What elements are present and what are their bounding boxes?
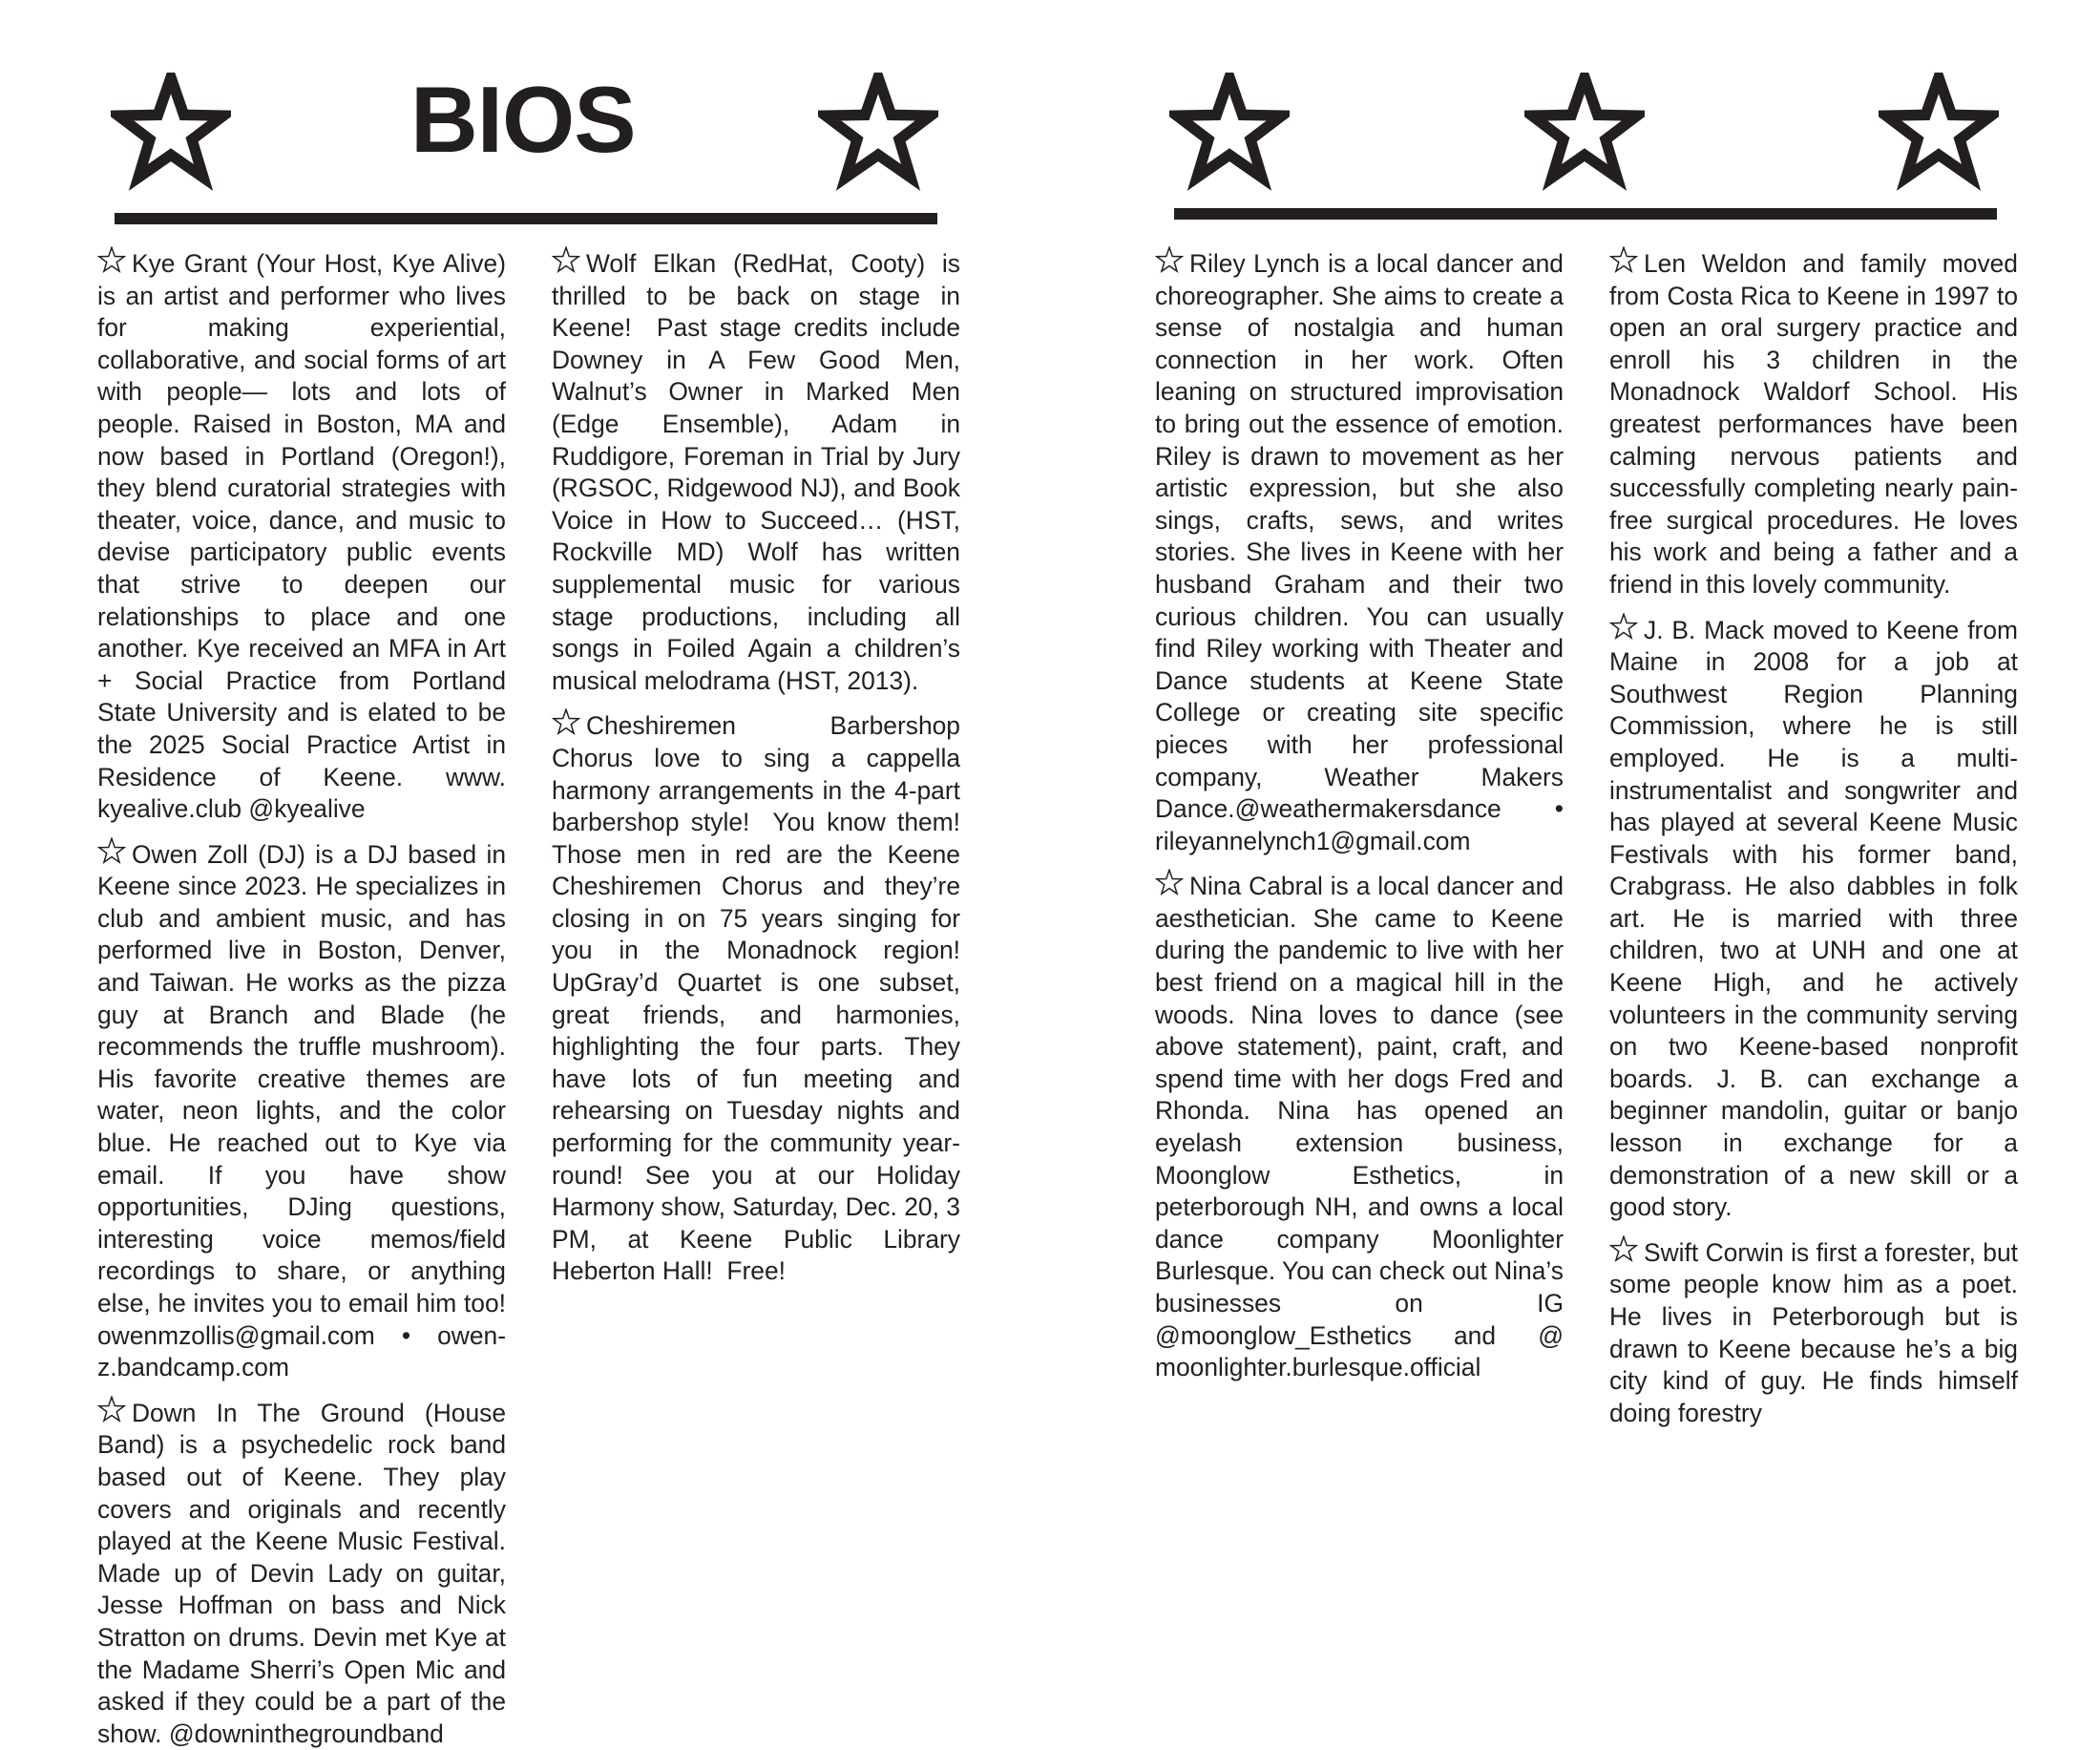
bio-len-weldon <box>1609 246 2018 601</box>
bio-text: Kye Grant (Your Host, Kye Alive) is an artist and performer who lives for making experiential, collaborative, and social forms of art with people— lots and lots of people. Raised in Boston, MA and now based in Portland (Oregon!), they blend curatorial strategies with theater, voice, dance, and music to devise participatory public events that strive to deepen our relationships to place and one another. Kye received an MFA in Art + Social Practice from Portland State University and is elated to be the 2025 Social Practice Artist in Residence of Keene. www. kyealive.club @kyealive <box>97 249 506 824</box>
bio-text: Swift Corwin is first a forester, but some people know him as a poet. He lives in Peterborough but is drawn to Keene because he’s a big city kind of guy. He finds himself doing forestry <box>1609 1237 2018 1427</box>
bio-swift-corwin <box>1609 1235 2018 1430</box>
bio-text: Owen Zoll (DJ) is a DJ based in Keene since 2023. He specializes in club and ambient music, and has performed live in Boston, Denver, and Taiwan. He works as the pizza guy at Branch and Blade (he recommends the truffle mushroom). His favorite creative themes are water, neon lights, and the color blue. He reached out to Kye via email. If you have show opportunities, DJing questions, interesting voice memos/field recordings to share, or anything else, he invites you to email him too! owenmzollis@gmail.com • owen-z.bandcamp.com <box>97 839 506 1382</box>
bio-text: Down In The Ground (House Band) is a psychedelic rock band based out of Keene. They play covers and originals and recently played at the Keene Music Festival. Made up of Devin Lady on guitar, Jesse Hoffman on bass and Nick Stratton on drums. Devin met Kye at the Madame Sherri’s Open Mic and asked if they could be a part of the show. @downinthegroundband <box>97 1398 506 1748</box>
bio-kye-grant <box>97 246 506 826</box>
bio-owen-zoll <box>97 837 506 1384</box>
bio-cheshiremen-barbershop-chorus <box>552 708 960 1288</box>
bio-down-in-the-ground <box>97 1396 506 1750</box>
star-bullet-icon <box>1155 869 1184 897</box>
star-icon <box>1879 73 1999 193</box>
star-bullet-icon <box>1155 246 1184 275</box>
bio-column-3 <box>1155 246 1564 1526</box>
bio-riley-lynch <box>1155 246 1564 857</box>
star-bullet-icon <box>97 246 126 275</box>
bio-text: Wolf Elkan (RedHat, Cooty) is thrilled to be back on stage in Keene! Past stage credits include Downey in A Few Good Men, Walnut’s Owner in Marked Men (Edge Ensemble), Adam in Ruddigore, Foreman in Trial by Jury (RGSOC, Ridgewood NJ), and Book Voice in How to Succeed… (HST, Rockville MD) Wolf has written supplemental music for various stage productions, including all songs in Foiled Again a children’s musical melodrama (HST, 2013). <box>552 249 960 695</box>
star-bullet-icon <box>97 837 126 866</box>
star-bullet-icon <box>1609 1235 1638 1264</box>
bio-wolf-elkan <box>552 246 960 697</box>
bio-column-1 <box>97 246 506 1748</box>
star-bullet-icon <box>552 246 580 275</box>
star-bullet-icon <box>552 708 580 737</box>
star-bullet-icon <box>97 1396 126 1424</box>
bio-text: Len Weldon and family moved from Costa Rica to Keene in 1997 to open an oral surgery practice and enroll his 3 children in the Monadnock Waldorf School. His greatest performances have been calming nervous patients and successfully completing nearly pain-free surgical procedures. He loves his work and being a father and a friend in this lovely community. <box>1609 249 2018 599</box>
header-rule <box>1174 208 1997 220</box>
title-rule <box>115 213 937 224</box>
star-icon <box>818 73 938 193</box>
bio-column-4 <box>1609 246 2018 1526</box>
page-title: BIOS <box>410 67 636 172</box>
star-icon <box>1169 73 1290 193</box>
star-icon <box>1524 73 1645 193</box>
star-icon <box>111 73 231 193</box>
bio-text: Nina Cabral is a local dancer and aesthetician. She came to Keene during the pandemic to live with her best friend on a magical hill in the woods. Nina loves to dance (see above statement), paint, craft, and spend time with her dogs Fred and Rhonda. Nina has opened an eyelash extension business, Moonglow Esthetics, in peterborough NH, and owns a local dance company Moonlighter Burlesque. You can check out Nina’s businesses on IG @moonglow_Esthetics and @ moonlighter.burlesque.official <box>1155 872 1564 1382</box>
bio-text: J. B. Mack moved to Keene from Maine in 2008 for a job at Southwest Region Planning Commission, where he is still employed. He is a multi-instrumentalist and songwriter and has played at several Keene Music Festivals with his former band, Crabgrass. He also dabbles in folk art. He is married with three children, two at UNH and one at Keene High, and he actively volunteers in the community serving on two Keene-based nonprofit boards. J. B. can exchange a beginner mandolin, guitar or banjo lesson in exchange for a demonstration of a new skill or a good story. <box>1609 615 2018 1222</box>
bio-nina-cabral <box>1155 869 1564 1384</box>
bio-jb-mack <box>1609 613 2018 1224</box>
bio-column-2 <box>552 246 960 1526</box>
star-bullet-icon <box>1609 246 1638 275</box>
star-bullet-icon <box>1609 613 1638 642</box>
bio-text: Riley Lynch is a local dancer and choreographer. She aims to create a sense of nostalgia and human connection in her work. Often leaning on structured improvisation to bring out the essence of emotion. Riley is drawn to movement as her artistic expression, but she also sings, crafts, sews, and writes stories. She lives in Keene with her husband Graham and their two curious children. You can usually find Riley working with Theater and Dance students at Keene State College or creating site specific pieces with her professional company, Weather Makers Dance.@weathermakersdance • rileyannelynch1@gmail.com <box>1155 249 1564 855</box>
bio-text: Cheshiremen Barbershop Chorus love to sing a cappella harmony arrangements in the 4-part barbershop style! You know them! Those men in red are the Keene Cheshiremen Chorus and they’re closing in on 75 years singing for you in the Monadnock region! UpGray’d Quartet is one subset, great friends, and harmonies, highlighting the four parts. They have lots of fun meeting and rehearsing on Tuesday nights and performing for the community year-round! See you at our Holiday Harmony show, Saturday, Dec. 20, 3 PM, at Keene Public Library Heberton Hall! Free! <box>552 711 960 1286</box>
